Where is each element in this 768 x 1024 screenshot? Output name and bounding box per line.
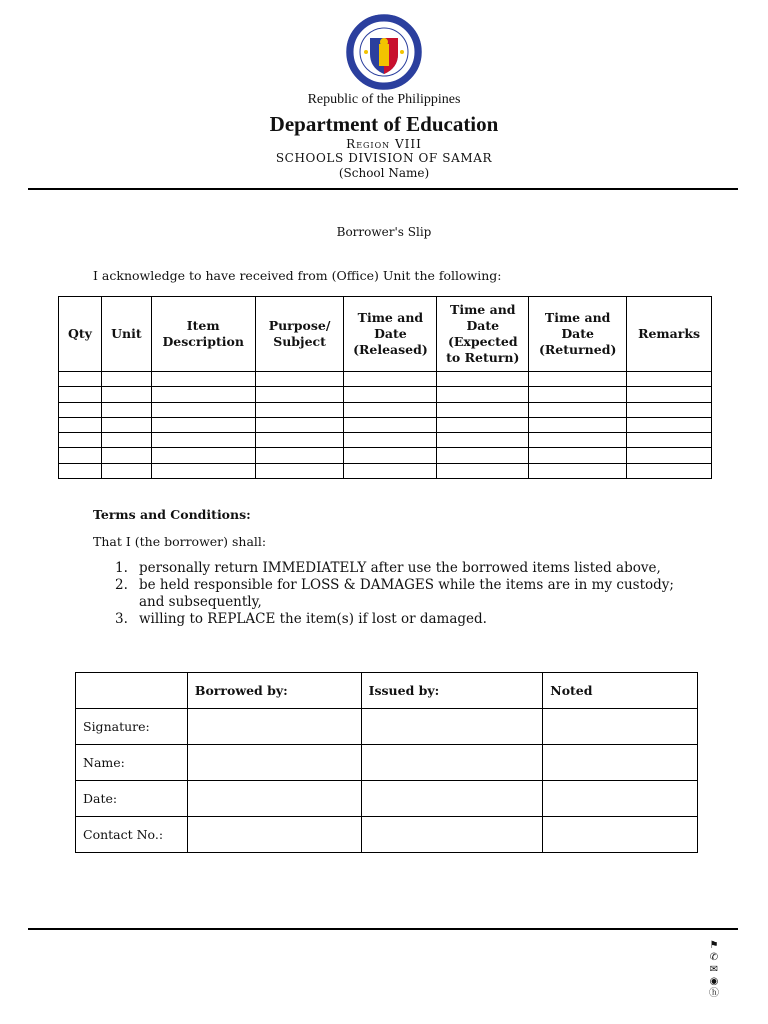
col-remarks: Remarks xyxy=(627,297,712,372)
list-item: 3. willing to REPLACE the item(s) if lost or damaged. xyxy=(115,611,487,627)
row-label-contact: Contact No.: xyxy=(76,817,188,853)
terms-title: Terms and Conditions: xyxy=(93,507,251,522)
issued-by-header: Issued by: xyxy=(361,673,543,709)
table-row[interactable] xyxy=(59,372,712,387)
list-item: 1. personally return IMMEDIATELY after use the borrowed items listed above, xyxy=(115,560,661,576)
noted-header: Noted xyxy=(543,673,698,709)
row-label-signature: Signature: xyxy=(76,709,188,745)
school-name: (School Name) xyxy=(338,166,430,180)
table-row[interactable] xyxy=(76,781,698,817)
col-time-returned: Time and Date (Returned) xyxy=(529,297,627,372)
col-purpose-subject: Purpose/ Subject xyxy=(255,297,344,372)
terms-list xyxy=(115,560,699,628)
table-row[interactable] xyxy=(59,448,712,463)
phone-icon: ✆ xyxy=(709,952,719,963)
table-row[interactable] xyxy=(59,402,712,417)
row-label-date: Date: xyxy=(76,781,188,817)
table-row[interactable] xyxy=(59,463,712,478)
facebook-icon: ⓗ xyxy=(709,988,719,999)
table-row[interactable] xyxy=(59,387,712,402)
signature-table xyxy=(75,672,698,853)
table-row[interactable] xyxy=(59,417,712,432)
items-table xyxy=(58,296,712,479)
republic-heading: Republic of the Philippines xyxy=(307,92,461,107)
email-icon: ✉ xyxy=(709,964,719,975)
region-heading: Region VIII xyxy=(346,137,422,151)
footer-divider xyxy=(28,928,738,930)
table-row[interactable] xyxy=(76,709,698,745)
department-heading: Department of Education xyxy=(269,112,499,136)
list-item: 2. be held responsible for LOSS & DAMAGES while the items are in my custody; and subsequently, xyxy=(115,577,674,610)
contact-icons xyxy=(707,940,721,1000)
header-divider xyxy=(28,188,738,190)
col-item-description: Item Description xyxy=(151,297,255,372)
col-unit: Unit xyxy=(101,297,151,372)
terms-intro: That I (the borrower) shall: xyxy=(93,534,267,549)
col-qty: Qty xyxy=(59,297,102,372)
acknowledgement-text: I acknowledge to have received from (Office) Unit the following: xyxy=(93,268,502,283)
row-label-name: Name: xyxy=(76,745,188,781)
slip-title: Borrower's Slip xyxy=(336,225,432,239)
location-icon: ⚑ xyxy=(709,940,719,951)
table-row[interactable] xyxy=(76,817,698,853)
col-time-released: Time and Date (Released) xyxy=(344,297,437,372)
deped-seal-icon xyxy=(346,14,422,90)
col-time-expected-return: Time and Date (Expected to Return) xyxy=(437,297,529,372)
table-row[interactable] xyxy=(76,745,698,781)
division-heading: SCHOOLS DIVISION OF SAMAR xyxy=(275,151,493,165)
signature-table-header xyxy=(76,673,698,709)
website-icon: ◉ xyxy=(709,976,719,987)
items-table-header xyxy=(59,297,712,372)
table-row[interactable] xyxy=(59,433,712,448)
blank-header-cell xyxy=(76,673,188,709)
borrowed-by-header: Borrowed by: xyxy=(187,673,361,709)
